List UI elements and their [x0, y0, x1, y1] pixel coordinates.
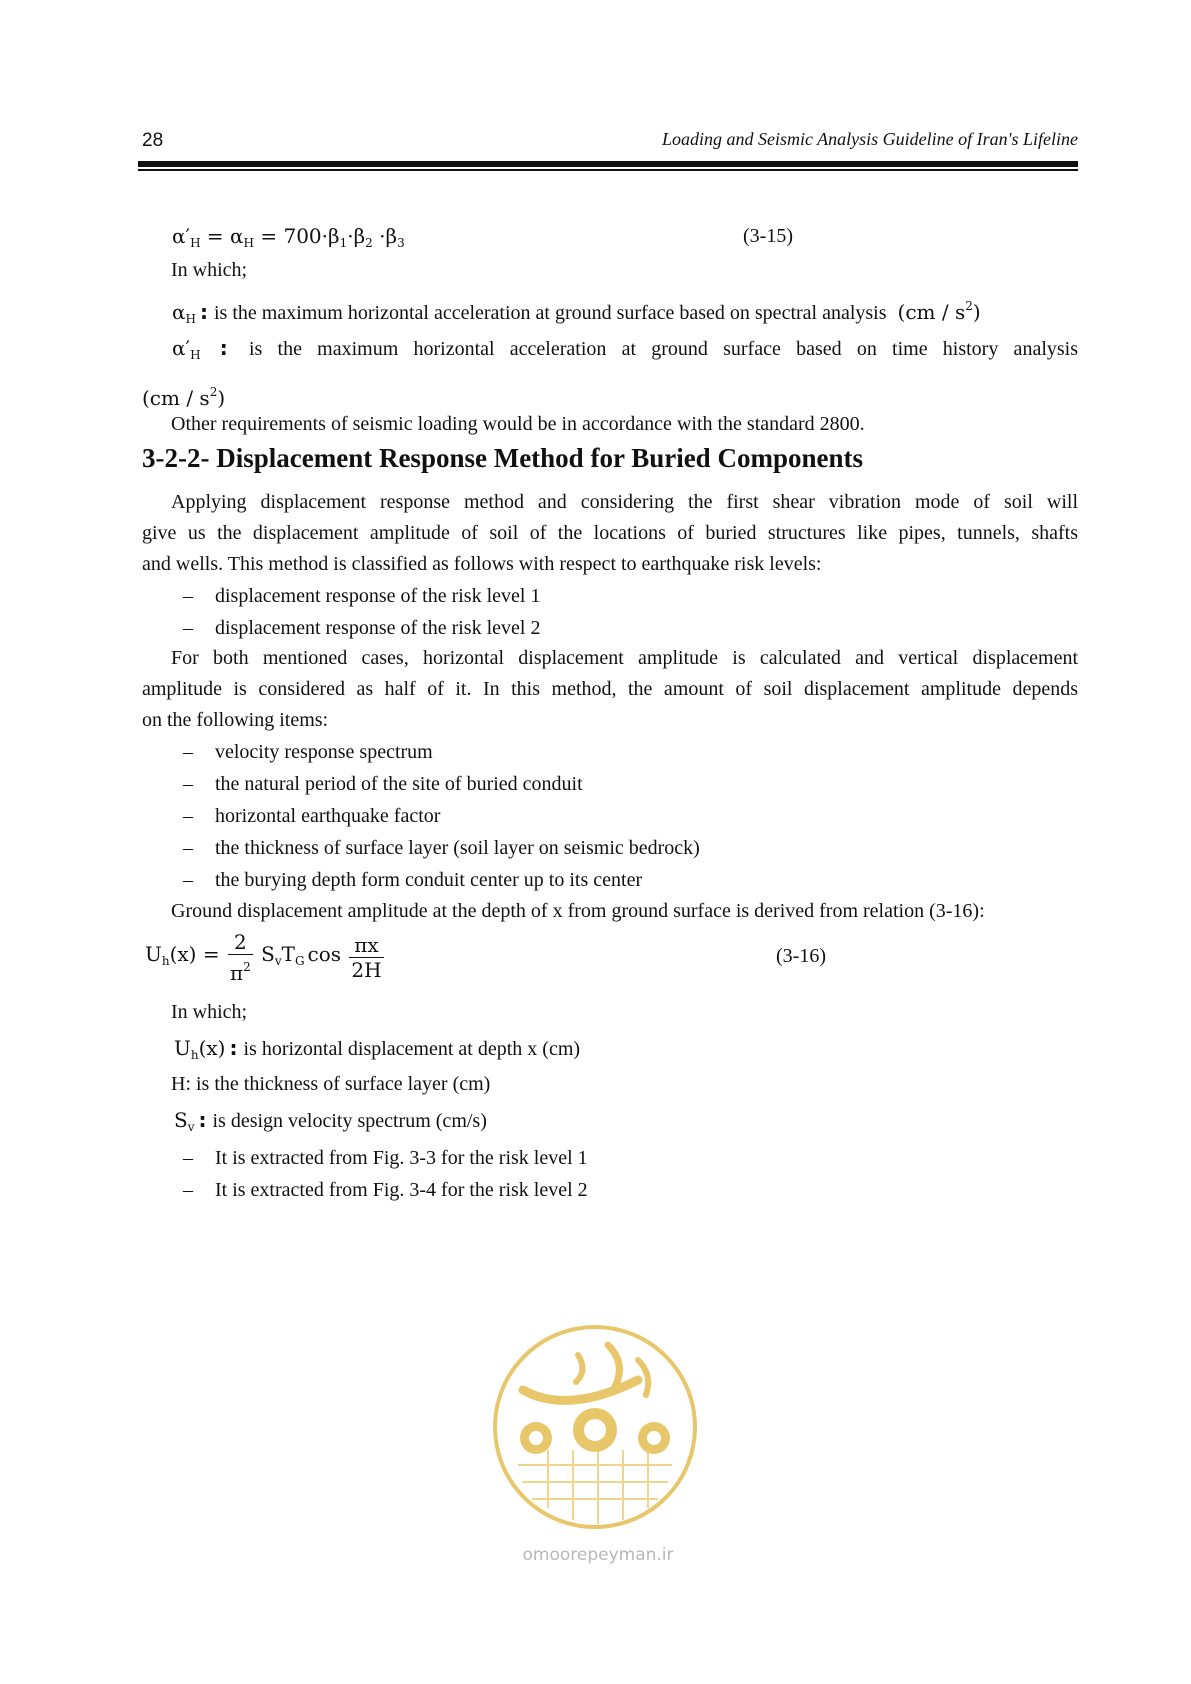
list-item: – displacement response of the risk level 2 — [183, 617, 541, 639]
equation-number-3-15: (3-15) — [743, 225, 793, 247]
watermark-caption: omoorepeyman.ir — [522, 1545, 674, 1565]
alpha-h-definition: $\alpha_H$ : is the maximum horizontal acceleration at ground surface based on spectral analysis $(cm / s^2)$ — [172, 299, 981, 326]
list-item: – displacement response of the risk level 1 — [183, 585, 541, 607]
equation-3-15: $\alpha'_H = \alpha_H = 700\cdot\beta_1\cdot\beta_2 \cdot\beta_3$ — [172, 224, 405, 250]
in-which-label: In which; — [171, 259, 248, 281]
uh-definition: $U_h(x)$ : is horizontal displacement at depth x (cm) — [174, 1036, 581, 1062]
paragraph-1-line-2: give us the displacement amplitude of soil of the locations of buried structures like pipes, tunnels, shafts — [142, 522, 1078, 544]
equation-3-16: $U_h(x)$ = $\frac{2}{\pi^2}$ $S_vT_G$ cos $\frac{\pi x}{2H}$ — [145, 930, 382, 985]
list-item: – It is extracted from Fig. 3-4 for the risk level 2 — [183, 1179, 588, 1201]
ground-displacement-intro: Ground displacement amplitude at the depth of x from ground surface is derived from relation (3-16): — [171, 900, 985, 922]
other-requirements-text: Other requirements of seismic loading would be in accordance with the standard 2800. — [171, 413, 865, 435]
running-title: Loading and Seismic Analysis Guideline of Iran's Lifeline — [662, 129, 1078, 149]
h-definition: H: is the thickness of surface layer (cm) — [171, 1073, 491, 1095]
list-item: – horizontal earthquake factor — [183, 805, 441, 827]
in-which-label-2: In which; — [171, 1001, 248, 1023]
list-item: – It is extracted from Fig. 3-3 for the risk level 1 — [183, 1147, 588, 1169]
header-rule-thin — [138, 169, 1078, 171]
paragraph-1-line-3: and wells. This method is classified as follows with respect to earthquake risk levels: — [142, 553, 822, 575]
sv-definition: $S_v$ : is design velocity spectrum (cm/s) — [174, 1108, 487, 1134]
header-rule-thick — [138, 161, 1078, 167]
section-heading: 3-2-2- Displacement Response Method for Buried Components — [142, 443, 863, 473]
paragraph-2-line-1: For both mentioned cases, horizontal displacement amplitude is calculated and vertical displacement — [171, 647, 1078, 669]
paragraph-2-line-2: amplitude is considered as half of it. In this method, the amount of soil displacement amplitude depends — [142, 678, 1078, 700]
list-item: – the natural period of the site of buried conduit — [183, 773, 583, 795]
list-item: – velocity response spectrum — [183, 741, 433, 763]
list-item: – the burying depth form conduit center up to its center — [183, 869, 643, 891]
equation-number-3-16: (3-16) — [776, 945, 826, 967]
paragraph-1-line-1: Applying displacement response method and considering the first shear vibration mode of soil will — [171, 491, 1078, 513]
watermark-logo — [488, 1320, 702, 1534]
paragraph-2-line-3: on the following items: — [142, 709, 329, 731]
list-item: – the thickness of surface layer (soil layer on seismic bedrock) — [183, 837, 700, 859]
alpha-h-prime-unit: $(cm / s^2)$ — [142, 385, 226, 410]
alpha-h-prime-definition: $\alpha'_H$ : is the maximum horizontal acceleration at ground surface based on time history analysis — [172, 336, 1078, 362]
page-number: 28 — [142, 130, 164, 151]
